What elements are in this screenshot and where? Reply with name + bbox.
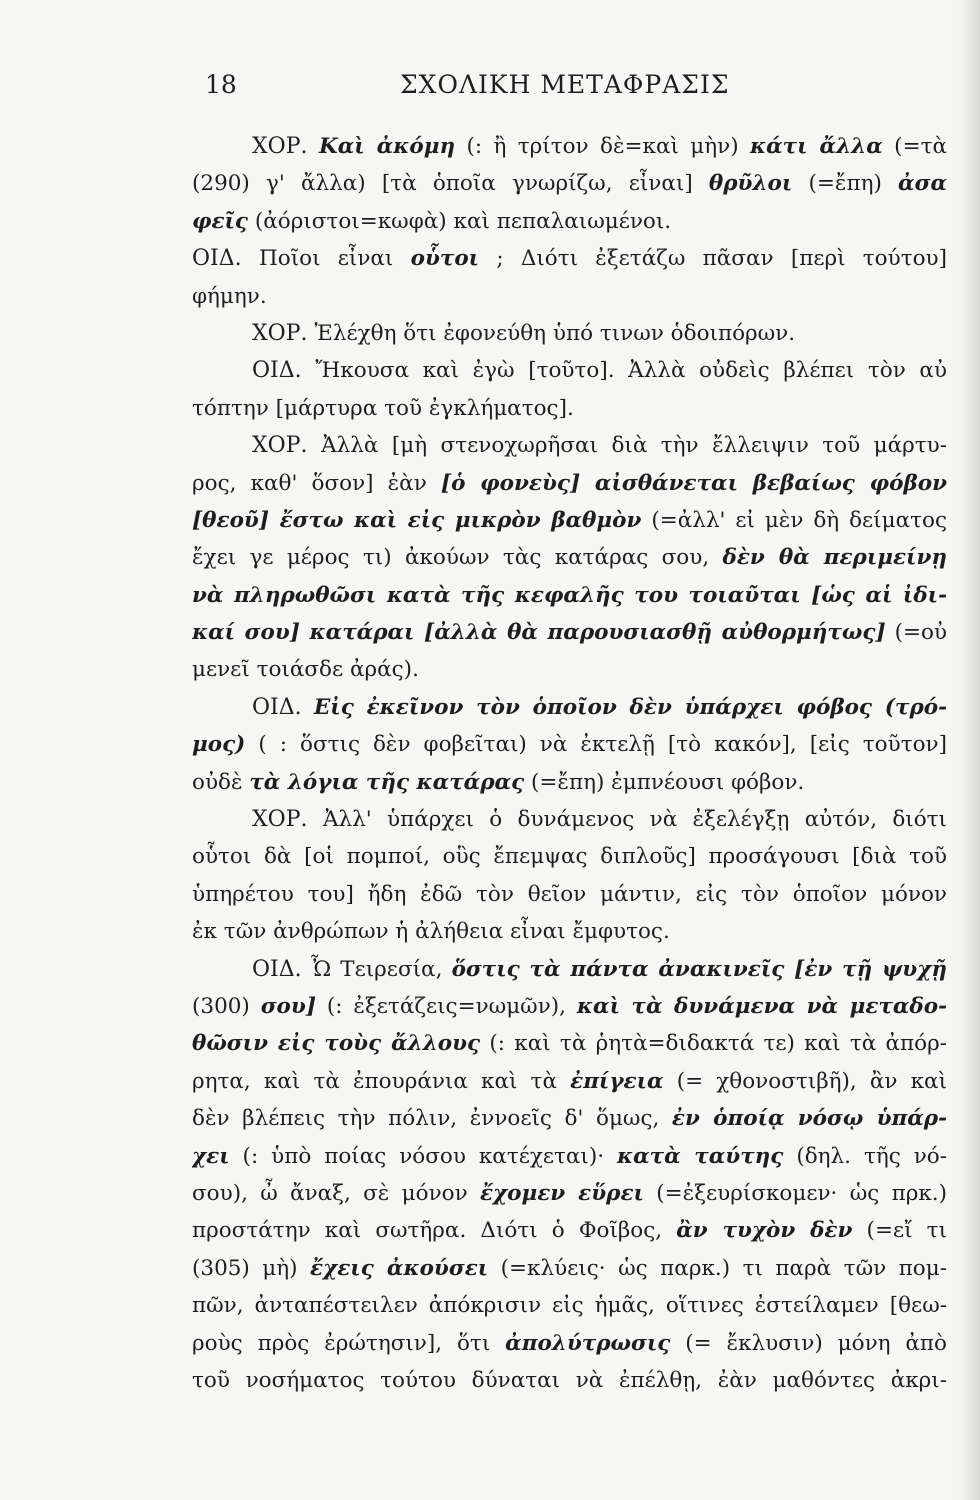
text-segment: ροὺς πρὸς ἐρώτησιν], ὅτι bbox=[192, 1330, 506, 1356]
text-segment: (= ἔκλυσιν) μόνη ἀπὸ bbox=[670, 1330, 947, 1356]
emphasized-text: [ὁ φονεὺς] αἰσθάνεται βεβαίως φόβον bbox=[440, 470, 947, 496]
text-line bbox=[192, 539, 947, 576]
page-header bbox=[205, 70, 765, 110]
text-line bbox=[192, 1175, 947, 1212]
text-segment: Ἤκουσα καὶ ἐγὼ [τοῦτο]. Ἀλλὰ οὐδεὶς βλέπει τὸν αὐ bbox=[315, 358, 947, 384]
text-segment: τοῦ νοσήματος τούτου δύναται νὰ ἐπέλθῃ, ἐὰν μαθόντες ἀκρι- bbox=[192, 1367, 947, 1393]
text-line bbox=[192, 689, 947, 726]
text-line bbox=[192, 240, 947, 277]
emphasized-text: καὶ τὰ δυνάμενα νὰ μεταδο- bbox=[576, 993, 947, 1019]
emphasized-text: ἐπίγεια bbox=[570, 1068, 664, 1094]
emphasized-text: ὅστις τὰ πάντα ἀνακινεῖς [ἐν τῇ ψυχῇ bbox=[451, 956, 947, 982]
emphasized-text: οὗτοι bbox=[410, 246, 480, 272]
text-line bbox=[192, 876, 947, 913]
running-title: ΣΧΟΛΙΚΗ ΜΕΤΑΦΡΑΣΙΣ bbox=[400, 70, 730, 99]
text-segment: (: ὑπὸ ποίας νόσου κατέχεται)· bbox=[229, 1143, 618, 1169]
text-segment: (=ἐξευρίσκομεν· ὡς πρκ.) bbox=[643, 1180, 947, 1206]
text-segment: (= χθονοστιβῆ), ἂν καὶ bbox=[663, 1068, 947, 1094]
emphasized-text: τὰ λόγια τῆς κατάρας bbox=[249, 769, 525, 795]
text-line bbox=[192, 1287, 947, 1324]
text-segment: (: ἢ τρίτον δὲ=καὶ μὴν) bbox=[455, 134, 750, 159]
emphasized-text: θρῦλοι bbox=[708, 171, 793, 197]
text-segment: (: ἐξετάζεις=νωμῶν), bbox=[316, 993, 577, 1019]
text-segment: σου), ὦ ἄναξ, σὲ μόνον bbox=[192, 1180, 480, 1206]
emphasized-text: ἐν ὁποίᾳ νόσῳ ὑπάρ- bbox=[671, 1106, 947, 1132]
speaker-label: ΟΙΔ. bbox=[192, 246, 260, 272]
emphasized-text: ἔχεις ἀκούσει bbox=[310, 1255, 489, 1281]
text-segment: ἐκ τῶν ἀνθρώπων ἡ ἀλήθεια εἶναι ἔμφυτος. bbox=[192, 919, 670, 945]
text-segment: Ἀλλὰ [μὴ στενοχωρῆσαι διὰ τὴν ἔλλειψιν τοῦ μάρτυ- bbox=[321, 433, 947, 459]
emphasized-text: δὲν θὰ περιμείνῃ bbox=[722, 545, 947, 571]
text-line bbox=[192, 1325, 947, 1362]
text-line bbox=[192, 1100, 947, 1137]
text-line bbox=[192, 1025, 947, 1062]
speaker-label: ΟΙΔ. bbox=[252, 956, 311, 982]
text-segment: Ἐλέχθη ὅτι ἐφονεύθη ὑπό τινων ὁδοιπόρων. bbox=[314, 320, 796, 346]
text-line bbox=[192, 315, 947, 352]
text-line bbox=[192, 801, 947, 838]
text-line bbox=[192, 764, 947, 801]
text-segment: ἔχει γε μέρος τι) ἀκούων τὰς κατάρας σου, bbox=[192, 545, 723, 571]
text-segment: (290) γ' ἄλλα) [τὰ ὁποῖα γνωρίζω, εἶναι] bbox=[192, 171, 709, 197]
text-line bbox=[192, 465, 947, 502]
text-line bbox=[192, 502, 947, 539]
text-segment: ; Διότι ἐξετάζω πᾶσαν [περὶ τούτου] bbox=[479, 246, 947, 272]
emphasized-text: ἀπολύτρωσις bbox=[505, 1330, 671, 1356]
emphasized-text: θῶσιν εἰς τοὺς ἄλλους bbox=[192, 1031, 481, 1057]
text-line bbox=[192, 651, 947, 688]
text-segment: (=οὐ bbox=[885, 620, 947, 646]
text-line bbox=[192, 988, 947, 1025]
text-segment: (305) μὴ) bbox=[192, 1255, 311, 1281]
emphasized-text: κατὰ ταύτης bbox=[617, 1143, 784, 1169]
emphasized-text: Καὶ ἀκόμη bbox=[319, 134, 456, 159]
text-line bbox=[192, 128, 947, 165]
text-segment: πῶν, ἀνταπέστειλεν ἀπόκρισιν εἰς ἡμᾶς, οἵτινες ἐστείλαμεν [θεω- bbox=[192, 1293, 947, 1319]
text-segment: (=κλύεις· ὡς παρκ.) τι παρὰ τῶν πομ- bbox=[488, 1255, 947, 1281]
speaker-label: ΟΙΔ. bbox=[252, 694, 314, 720]
text-segment: (=τὰ bbox=[882, 134, 947, 159]
text-segment: προστάτην καὶ σωτῆρα. Διότι ὁ Φοῖβος, bbox=[192, 1218, 677, 1244]
text-segment: Ποῖοι εἶναι bbox=[259, 246, 411, 272]
text-line bbox=[192, 838, 947, 875]
page-edge-shadow bbox=[958, 0, 980, 1500]
emphasized-text: ἀσα bbox=[898, 171, 947, 197]
text-line bbox=[192, 951, 947, 988]
text-segment: ( : ὅστις δὲν φοβεῖται) νὰ ἐκτελῇ [τὸ κακόν], [εἰς τοῦτον] bbox=[245, 732, 947, 758]
text-line bbox=[192, 352, 947, 389]
emphasized-text: χει bbox=[192, 1143, 230, 1169]
text-segment: (δηλ. τῆς νό- bbox=[783, 1143, 947, 1169]
text-segment: (=ἀλλ' εἰ μὲν δὴ δείματος bbox=[641, 507, 947, 533]
speaker-label: ΟΙΔ. bbox=[252, 358, 316, 384]
text-segment: (300) bbox=[192, 993, 261, 1019]
text-segment: (: καὶ τὰ ῥητὰ=διδακτά τε) καὶ τὰ ἀπόρ- bbox=[480, 1031, 947, 1057]
text-segment: φήμην. bbox=[192, 283, 267, 309]
emphasized-text: φεῖς bbox=[192, 208, 249, 234]
page-number: 18 bbox=[205, 70, 237, 99]
emphasized-text: κάτι ἄλλα bbox=[749, 134, 883, 159]
text-line bbox=[192, 165, 947, 202]
speaker-label: ΧΟΡ. bbox=[252, 320, 315, 346]
text-line bbox=[192, 913, 947, 950]
emphasized-text: σου] bbox=[260, 993, 316, 1019]
speaker-label: ΧΟΡ. bbox=[252, 807, 323, 833]
emphasized-text: ἂν τυχὸν δὲν bbox=[676, 1218, 853, 1244]
text-segment: (=ἔπη) ἐμπνέουσι φόβον. bbox=[524, 769, 805, 795]
text-line bbox=[192, 1250, 947, 1287]
text-line bbox=[192, 427, 947, 464]
speaker-label: ΧΟΡ. bbox=[252, 134, 320, 159]
text-line bbox=[192, 1138, 947, 1175]
text-segment: οὗτοι δὰ [οἱ πομποί, οὓς ἔπεμψας διπλοῦς] προσάγουσι [διὰ τοῦ bbox=[192, 844, 947, 870]
text-segment: οὐδὲ bbox=[192, 769, 250, 795]
text-segment: μενεῖ τοιάσδε ἀράς). bbox=[192, 657, 419, 683]
text-segment: δὲν βλέπεις τὴν πόλιν, ἐννοεῖς δ' ὅμως, bbox=[192, 1106, 672, 1132]
text-segment: (=εἴ τι bbox=[852, 1218, 947, 1244]
text-segment: (ἀόριστοι=κωφὰ) καὶ πεπαλαιωμένοι. bbox=[248, 208, 672, 234]
text-line bbox=[192, 614, 947, 651]
text-segment: (=ἔπη) bbox=[792, 171, 899, 197]
text-line bbox=[192, 1212, 947, 1249]
emphasized-text: καί σου] κατάραι [ἀλλὰ θὰ παρουσιασθῇ αὐθορμήτως] bbox=[192, 620, 886, 646]
text-line bbox=[192, 726, 947, 763]
emphasized-text: [θεοῦ] ἔστω καὶ εἰς μικρὸν βαθμὸν bbox=[192, 507, 642, 533]
text-line bbox=[192, 1362, 947, 1399]
text-segment: ρος, καθ' ὅσον] ἐὰν bbox=[192, 470, 441, 496]
emphasized-text: Εἰς ἐκεῖνον τὸν ὁποῖον δὲν ὑπάρχει φόβος (τρό- bbox=[313, 694, 947, 720]
text-line bbox=[192, 278, 947, 315]
speaker-label: ΧΟΡ. bbox=[252, 433, 322, 459]
text-line bbox=[192, 390, 947, 427]
text-segment: τόπτην [μάρτυρα τοῦ ἐγκλήματος]. bbox=[192, 395, 574, 421]
text-body bbox=[192, 128, 947, 1399]
text-segment: Ἀλλ' ὑπάρχει ὁ δυνάμενος νὰ ἐξελέγξῃ αὐτόν, διότι bbox=[322, 807, 947, 833]
text-line bbox=[192, 203, 947, 240]
text-line bbox=[192, 577, 947, 614]
text-segment: ὑπηρέτου του] ἤδη ἐδῶ τὸν θεῖον μάντιν, εἰς τὸν ὁποῖον μόνον bbox=[192, 881, 947, 907]
emphasized-text: μος) bbox=[192, 732, 246, 758]
emphasized-text: νὰ πληρωθῶσι κατὰ τῆς κεφαλῆς του τοιαῦται [ὡς αἱ ἰδι- bbox=[192, 582, 947, 608]
text-segment: Ὦ Τειρεσία, bbox=[310, 956, 452, 982]
text-segment: ρητα, καὶ τὰ ἐπουράνια καὶ τὰ bbox=[192, 1068, 571, 1094]
emphasized-text: ἔχομεν εὕρει bbox=[479, 1180, 644, 1206]
text-line bbox=[192, 1063, 947, 1100]
